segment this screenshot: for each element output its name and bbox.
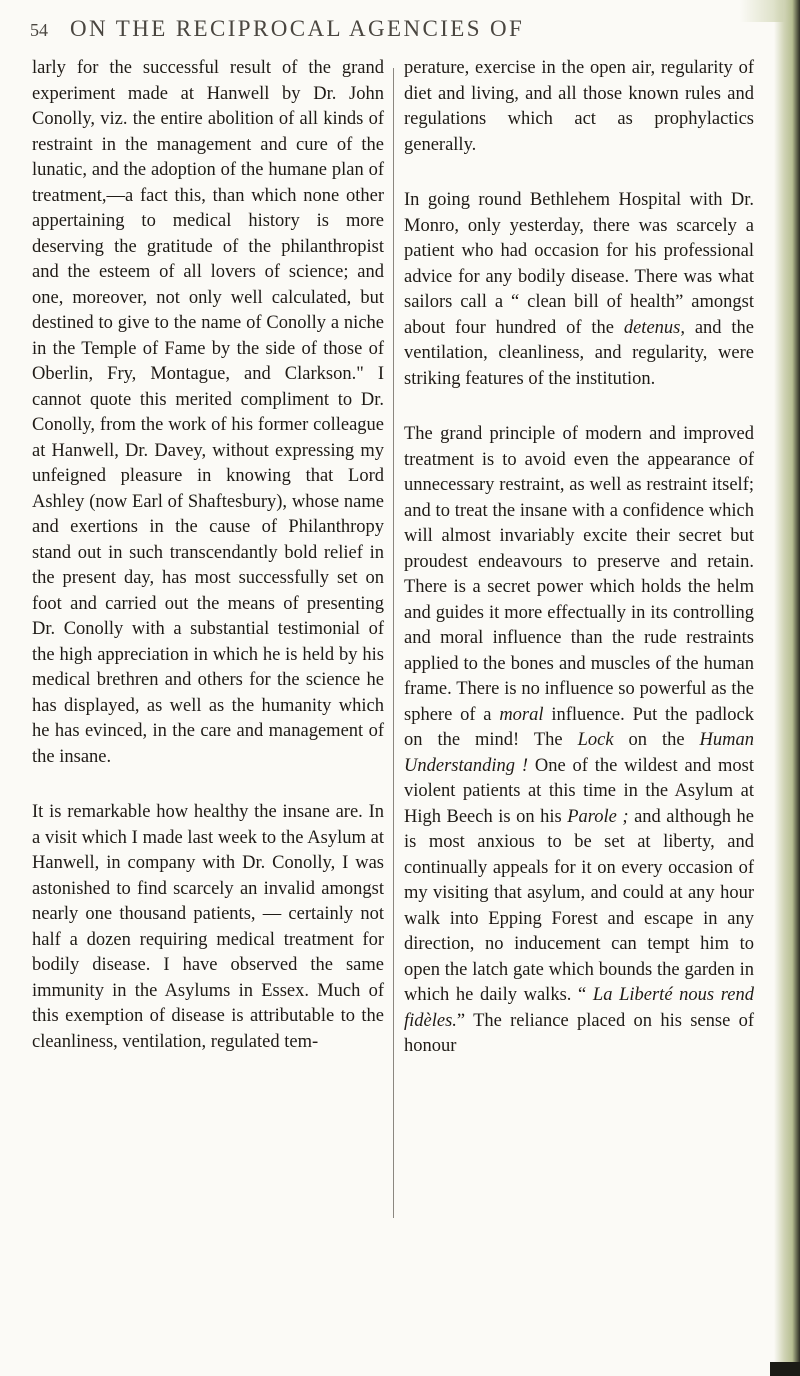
right-paragraph-3 bbox=[404, 422, 754, 1060]
italic-human-understanding: Human Understanding ! bbox=[404, 730, 754, 776]
text-run: and although he is most anxious to be set at liberty, and continually appeals for it on every occasion of my visiting that asylum, and could at any hour walk into Epping Forest and escape in any direction, no inducement can tempt him to open the latch gate which bounds the garden in which he daily walks. “ bbox=[404, 806, 755, 1005]
text-run: One of the wildest and most violent patients at this time in the Asylum at High Beech is on his bbox=[404, 755, 754, 827]
italic-detenus: detenus, bbox=[623, 317, 685, 338]
text-run: influence. Put the padlock on the mind! The bbox=[404, 704, 755, 750]
left-paragraph-2: It is remarkable how healthy the insane are. In a visit which I made last week to the Asylum at Hanwell, in company with Dr. Conolly, I was astonished to find scarcely an invalid amongst nearly one thousand patients, — certainly not half a dozen requiring medical treatment for bodily disease. I have observed the same immunity in the Asylums in Essex. Much of this exemption of disease is attributable to the cleanliness, ventilation, regulated tem- bbox=[32, 802, 384, 1052]
text-run: ” The reliance placed on his sense of honour bbox=[404, 1010, 754, 1056]
running-header bbox=[30, 16, 770, 46]
left-paragraph-1: larly for the successful result of the grand experiment made at Hanwell by Dr. John Conolly, viz. the entire abolition of all kinds of restraint in the management and cure of the lunatic, and the adoption of the humane plan of treatment,—a fact this, than which none other appertaining to medical history is more deserving the gratitude of the philanthropist and the esteem of all lovers of science; and one, moreover, not only well calculated, but destined to give to the name of Conolly a niche in the Temple of Fame by the side of those of Oberlin, Fry, Montague, and Clarkson." I cannot quote this merited compliment to Dr. Conolly, from the work of his former colleague at Hanwell, Dr. Davey, without expressing my unfeigned pleasure in knowing that Lord Ashley (now Earl of Shaftesbury), whose name and exertions in the cause of Philanthropy stand out in such transcendantly bold relief in the present day, has most successfully set on foot and carried out the means of presenting Dr. Conolly with a substantial testimonial of the high appreciation in which he is held by his medical brethren and others for the science he has displayed, as well as the humanity which he has evinced, in the care and management of the insane. bbox=[32, 58, 384, 767]
right-paragraph-1: perature, exercise in the open air, regularity of diet and living, and all those known rules and regulations which act as prophylactics generally. bbox=[404, 58, 754, 155]
column-divider bbox=[393, 68, 394, 1218]
italic-lock: Lock bbox=[577, 730, 614, 750]
page-number: 54 bbox=[30, 20, 48, 40]
text-run: In going round Bethlehem Hospital with Dr. Monro, only yesterday, there was scarcely a patient who had occasion for his professional advice for any bodily disease. There was what sailors call a “ clean bill of health” amongst about four hundred of the bbox=[404, 190, 754, 338]
italic-parole: Parole ; bbox=[567, 806, 629, 827]
italic-moral: moral bbox=[499, 704, 544, 725]
text-run: on the bbox=[613, 730, 700, 750]
running-title: ON THE RECIPROCAL AGENCIES OF bbox=[70, 16, 525, 41]
left-column bbox=[32, 56, 384, 1055]
text-run: and the ventilation, cleanliness, and regularity, were striking features of the institution. bbox=[404, 317, 755, 389]
right-paragraph-2 bbox=[404, 188, 754, 392]
page-edge-shadow bbox=[774, 0, 800, 1376]
right-column bbox=[404, 56, 754, 1060]
page-edge-corner bbox=[770, 1362, 800, 1376]
italic-french-motto: La Liberté nous rend fidèles. bbox=[404, 985, 754, 1031]
text-run: The grand principle of modern and improved treatment is to avoid even the appearance of unnecessary restraint, as well as restraint itself; and to treat the insane with a confidence which will almost invariably excite their secret but proudest endeavours to preserve and retain. There is a secret power which holds the helm and guides it more effectually in its controlling and moral influence than the rude restraints applied to the bones and muscles of the human frame. There is no influence so powerful as the sphere of a bbox=[404, 424, 754, 725]
